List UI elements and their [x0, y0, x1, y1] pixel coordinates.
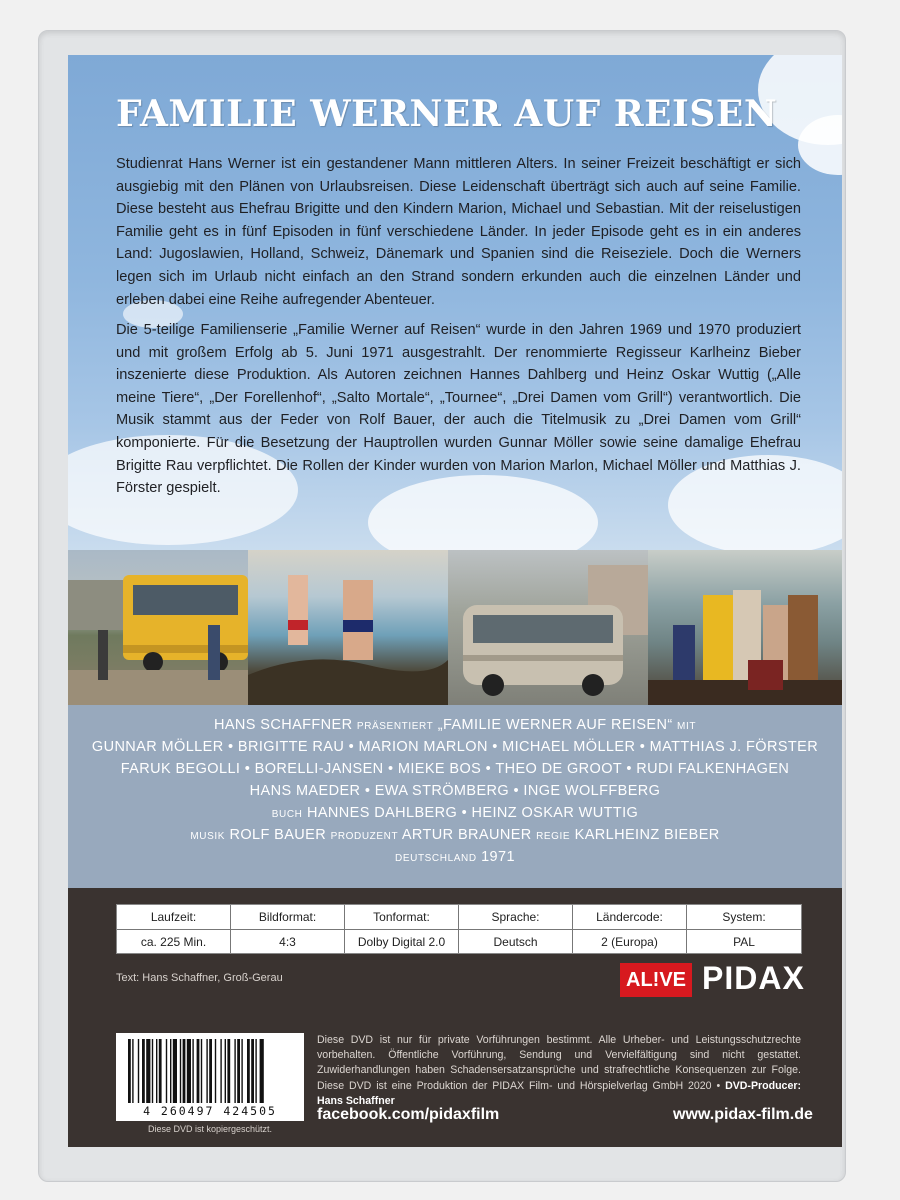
barcode-bar — [152, 1039, 153, 1103]
spec-value: 4:3 — [231, 929, 345, 953]
credits-block — [68, 705, 842, 888]
spec-value: ca. 225 Min. — [117, 929, 231, 953]
spec-header: System: — [722, 910, 766, 924]
director-name: KARLHEINZ BIEBER — [574, 827, 720, 843]
family-illustration — [648, 550, 842, 705]
cover-title: FAMILIE WERNER AUF REISEN — [116, 93, 778, 135]
synopsis-paragraph: Studienrat Hans Werner ist ein gestandener Mann mittleren Alters. In seiner Freizeit beschäftigt er sich ausgiebig mit den Plänen von Urlaubsreisen. Diese Leidenschaft überträgt sich auch auf seine Familie. Diese besteht aus Ehefrau Brigitte und den Kindern Marion, Michael und Sebastian. Mit der reiselustigen Familie geht es in fünf Episoden in fünf verschiedene Länder. In jeder Episode geht es in ein anderes Land: Jugoslawien, Holland, Schweiz, Dänemark und Spanien sind die Reiseziele. Doch die Werners legen sich im Urlaub nicht einfach an den Strand sondern erkunden auch die einzelnen Länder und erleben dabei eine Reihe aufregender Abenteuer. — [116, 156, 801, 308]
crew-credit — [68, 827, 842, 843]
barcode-bar — [247, 1039, 250, 1103]
presents-label: PRÄSENTIERT — [356, 721, 434, 732]
sky-background — [68, 55, 842, 550]
barcode-bar — [215, 1039, 216, 1103]
book-authors: HANNES DAHLBERG • HEINZ OSKAR WUTTIG — [306, 805, 639, 821]
pidax-logo: PIDAX — [702, 960, 805, 996]
barcode-bar — [173, 1039, 177, 1103]
producer-name: ARTUR BRAUNER — [401, 827, 532, 843]
barcode-bar — [220, 1039, 221, 1103]
cast-line-1: GUNNAR MÖLLER • BRIGITTE RAU • MARION MARLON • MICHAEL MÖLLER • MATTHIAS J. FÖRSTER — [91, 739, 819, 755]
cast-line-3: HANS MAEDER • EWA STRÖMBERG • INGE WOLFFBERG — [249, 783, 661, 799]
spec-header: Laufzeit: — [117, 905, 231, 929]
website-link[interactable]: www.pidax-film.de — [673, 1106, 813, 1123]
year: 1971 — [481, 849, 515, 865]
barcode-bar — [227, 1039, 230, 1103]
barcode-bar — [138, 1039, 139, 1103]
barcode-bar — [197, 1039, 200, 1103]
photo-strip — [68, 550, 842, 705]
beach-illustration — [248, 550, 448, 705]
spec-value: 2 (Europa) — [573, 929, 687, 953]
photo-beach-scene — [248, 550, 448, 705]
with-label: MIT — [677, 721, 697, 732]
spec-value: PAL — [687, 929, 801, 953]
photo-family-scene — [648, 550, 842, 705]
dvd-producer-credit: DVD-Producer: Hans Schaffner — [317, 1079, 801, 1107]
spec-value: Deutsch — [459, 929, 573, 953]
bus-illustration — [68, 550, 248, 705]
facebook-link[interactable]: facebook.com/pidaxfilm — [317, 1106, 500, 1123]
info-band — [68, 888, 842, 1147]
barcode-bar — [187, 1039, 191, 1103]
music-label: MUSIK — [190, 831, 226, 842]
barcode-bar — [128, 1039, 131, 1103]
barcode-bars — [116, 1033, 304, 1105]
dvd-back-cover — [68, 55, 842, 1147]
copy-protection-note: Diese DVD ist kopiergeschützt. — [148, 1124, 273, 1134]
spec-value: Dolby Digital 2.0 — [345, 929, 459, 953]
book-label: BUCH — [271, 809, 303, 820]
book-credit — [68, 805, 842, 821]
barcode-bar — [159, 1039, 162, 1103]
presenter-name: HANS SCHAFFNER — [213, 717, 353, 733]
photo-bus-scene — [68, 550, 248, 705]
spec-header: Tonformat: — [345, 905, 459, 929]
barcode-bar — [180, 1039, 181, 1103]
barcode-bar — [206, 1039, 207, 1103]
barcode-bar — [237, 1039, 240, 1103]
credits-presenter-line — [68, 717, 842, 733]
barcode-bar — [183, 1039, 186, 1103]
credits-show-title: „FAMILIE WERNER AUF REISEN“ — [437, 717, 673, 733]
barcode-bar — [251, 1039, 254, 1103]
music-name: ROLF BAUER — [229, 827, 327, 843]
specs-table — [116, 904, 802, 954]
barcode-bar — [201, 1039, 202, 1103]
cast-line-2: FARUK BEGOLLI • BORELLI-JANSEN • MIEKE BOS • THEO DE GROOT • RUDI FALKENHAGEN — [120, 761, 790, 777]
legal-text: Diese DVD ist nur für private Vorführungen bestimmt. Alle Urheber- und Leistungsschutzrechte vorbehalten. Öffentliche Vorführung, Sendung und Vervielfältigung sind nicht gestattet. Zuwiderhandlungen haben Schadensersatzansprüche und strafrechtliche Konsequenzen zur Folge. Diese DVD ist eine Produktion der PIDAX Film- und Hörspielverlag GmbH 2020 • — [317, 1034, 801, 1092]
producer-label: PRODUZENT — [330, 831, 399, 842]
legal-notice — [317, 1033, 801, 1109]
barcode-bar — [132, 1039, 133, 1103]
barcode-bar — [166, 1039, 167, 1103]
photo-van-scene — [448, 550, 648, 705]
spec-header: Bildformat: — [231, 905, 345, 929]
barcode-bar — [142, 1039, 145, 1103]
barcode-bar — [156, 1039, 157, 1103]
text-credit: Text: Hans Schaffner, Groß-Gerau — [116, 972, 283, 984]
country-label: DEUTSCHLAND — [395, 853, 477, 864]
barcode-bar — [209, 1039, 212, 1103]
barcode-bar — [170, 1039, 171, 1103]
barcode-bar — [234, 1039, 235, 1103]
barcode-bar — [260, 1039, 264, 1103]
van-illustration — [448, 550, 648, 705]
barcode — [116, 1033, 304, 1121]
barcode-bar — [146, 1039, 150, 1103]
barcode-number: 4 260497 424505 — [143, 1104, 277, 1118]
spec-header: Ländercode: — [573, 905, 687, 929]
country-year — [68, 849, 842, 865]
director-label: REGIE — [536, 831, 571, 842]
barcode-bar — [225, 1039, 226, 1103]
barcode-bar — [255, 1039, 256, 1103]
spec-header: Sprache: — [459, 905, 573, 929]
production-paragraph: Die 5-teilige Familienserie „Familie Werner auf Reisen“ wurde in den Jahren 1969 und 1970 produziert und mit großem Erfolg ab 5. Juni 1971 ausgestrahlt. Der renommierte Regisseur Karlheinz Bieber inszenierte diese Produktion. Als Autoren zeichnen Hannes Dahlberg und Heinz Oskar Wuttig („Alle meine Tiere“, „Der Forellenhof“, „Salto Mortale“, „Tournee“, „Drei Damen vom Grill“) verantwortlich. Die Musik stammt aus der Feder von Rolf Bauer, der auch die Titelmusik zu „Drei Damen vom Grill“ komponierte. Für die Besetzung der Hauptrollen wurden Gunnar Möller sowie seine damalige Ehefrau Brigitte Rau verpflichtet. Die Rollen der Kinder wurden von Marion Marlon, Michael Möller und Matthias J. Förster gespielt. — [116, 322, 801, 497]
alive-logo: AL!VE — [620, 963, 692, 997]
barcode-bar — [192, 1039, 193, 1103]
barcode-bar — [241, 1039, 242, 1103]
